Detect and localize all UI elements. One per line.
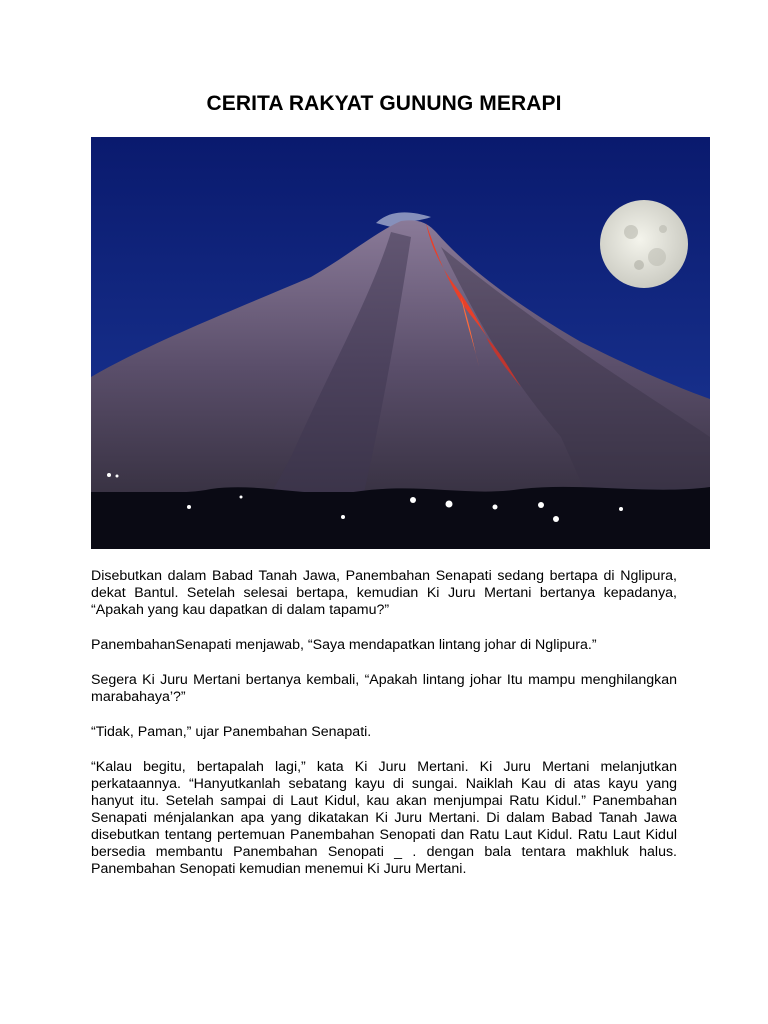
volcano-photo <box>91 137 710 549</box>
paragraph-3: Segera Ki Juru Mertani bertanya kembali, “Apakah lintang johar Itu mampu menghilangkan marabahaya’?” <box>91 672 677 705</box>
volcano-illustration <box>91 137 710 549</box>
paragraph-5: “Kalau begitu, bertapalah lagi,” kata Ki Juru Mertani. Ki Juru Mertani melanjutkan perkataannya. “Hanyutkanlah sebatang kayu di sungai. Naiklah Kau di atas kayu yang hanyut itu. Setelah sampai di Laut Kidul, kau akan menjumpai Ratu Kidul.” Panembahan Senapati ménjalankan apa yang dikatakan Ki Juru Mertani. Di dalam Babad Tanah Jawa disebutkan tentang pertemuan Panembahan Senopati dan Ratu Laut Kidul. Ratu Laut Kidul bersedia membantu Panembahan Senopati _ . dengan bala tentara makhluk halus. Panembahan Senopati kemudian menemui Ki Juru Mertani. <box>91 759 677 877</box>
paragraph-4: “Tidak, Paman,” ujar Panembahan Senapati. <box>91 724 372 740</box>
story-body <box>91 568 677 896</box>
moon <box>600 200 688 288</box>
paragraph-2: PanembahanSenapati menjawab, “Saya mendapatkan lintang johar di Nglipura.” <box>91 637 597 653</box>
paragraph-1: Disebutkan dalam Babad Tanah Jawa, Panembahan Senapati sedang bertapa di Nglipura, dekat Bantul. Setelah selesai bertapa, kemudian Ki Juru Mertani bertanya kepadanya, “Apakah yang kau dapatkan di dalam tapamu?” <box>91 568 677 618</box>
page-title: CERITA RAKYAT GUNUNG MERAPI <box>206 92 562 115</box>
